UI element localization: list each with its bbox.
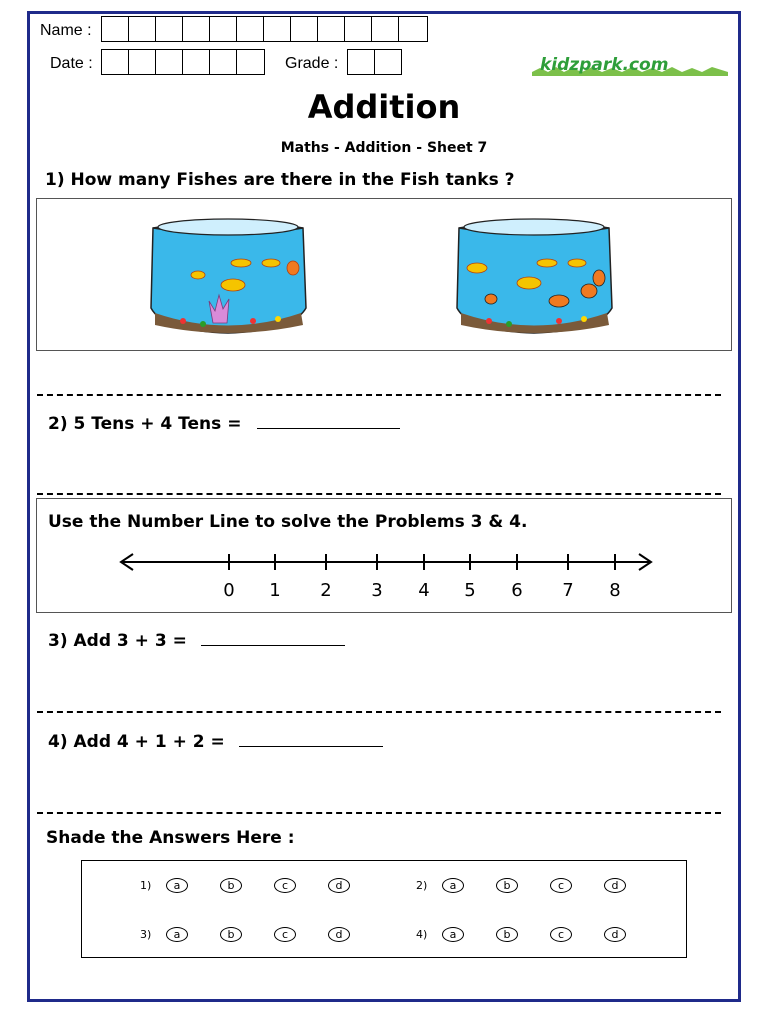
- answer-blank-2[interactable]: [257, 412, 400, 429]
- answer-bubble-c[interactable]: c: [550, 927, 572, 942]
- answer-blank-4[interactable]: [239, 730, 383, 747]
- number-line-panel: [36, 498, 732, 613]
- fish-tank-2-icon: [449, 213, 619, 337]
- question-1: 1) How many Fishes are there in the Fish tanks ?: [45, 170, 515, 190]
- number-line-label: 4: [418, 580, 430, 601]
- fish-tank-1-icon: [143, 213, 313, 337]
- page-subtitle: Maths - Addition - Sheet 7: [280, 140, 488, 156]
- answer-bubble-b[interactable]: b: [220, 927, 242, 942]
- divider: [37, 493, 721, 495]
- answer-bubble-c[interactable]: c: [274, 878, 296, 893]
- answer-bubble-c[interactable]: c: [550, 878, 572, 893]
- answer-bubble-a[interactable]: a: [442, 927, 464, 942]
- answer-question-number: 3): [140, 928, 152, 941]
- question-3-text: 3) Add 3 + 3 =: [48, 631, 187, 651]
- answer-bubble-a[interactable]: a: [166, 878, 188, 893]
- fish-tank-panel: [36, 198, 732, 351]
- answer-bubble-d[interactable]: d: [604, 927, 626, 942]
- divider: [37, 711, 721, 713]
- answers-heading: Shade the Answers Here :: [46, 828, 295, 848]
- answer-question-number: 2): [416, 879, 428, 892]
- question-4: [48, 730, 383, 752]
- answer-bubble-d[interactable]: d: [328, 927, 350, 942]
- question-3: [48, 629, 345, 651]
- number-line-label: 3: [371, 580, 383, 601]
- answer-blank-3[interactable]: [201, 629, 345, 646]
- kidzpark-logo: [530, 50, 730, 78]
- answer-question-number: 1): [140, 879, 152, 892]
- answer-group: [140, 878, 350, 893]
- answer-bubble-a[interactable]: a: [166, 927, 188, 942]
- number-line-label: 2: [320, 580, 332, 601]
- divider: [37, 394, 721, 396]
- number-line-label: 8: [609, 580, 621, 601]
- divider: [37, 812, 721, 814]
- grade-label: Grade :: [285, 55, 339, 72]
- number-line-label: 7: [562, 580, 574, 601]
- number-line-label: 0: [223, 580, 235, 601]
- number-line-heading: Use the Number Line to solve the Problems 3 & 4.: [48, 512, 528, 532]
- answer-bubble-c[interactable]: c: [274, 927, 296, 942]
- answer-bubble-b[interactable]: b: [220, 878, 242, 893]
- svg-text:kidzpark.com: kidzpark.com: [540, 55, 669, 75]
- question-4-text: 4) Add 4 + 1 + 2 =: [48, 732, 225, 752]
- grade-boxes[interactable]: [347, 49, 402, 75]
- date-boxes[interactable]: [101, 49, 265, 75]
- number-line-label: 5: [464, 580, 476, 601]
- question-2-text: 2) 5 Tens + 4 Tens =: [48, 414, 242, 434]
- answer-group: [416, 878, 626, 893]
- number-line-label: 6: [511, 580, 523, 601]
- answer-question-number: 4): [416, 928, 428, 941]
- answer-group: [416, 927, 626, 942]
- answer-sheet: [81, 860, 687, 958]
- answer-bubble-b[interactable]: b: [496, 927, 518, 942]
- number-line-icon: [117, 544, 657, 604]
- name-boxes[interactable]: [101, 16, 428, 42]
- number-line-label: 1: [269, 580, 281, 601]
- answer-bubble-b[interactable]: b: [496, 878, 518, 893]
- answer-group: [140, 927, 350, 942]
- page-title: Addition: [307, 88, 461, 126]
- date-label: Date :: [50, 55, 93, 72]
- answer-bubble-a[interactable]: a: [442, 878, 464, 893]
- question-2: [48, 412, 400, 434]
- name-label: Name :: [40, 22, 92, 39]
- answer-bubble-d[interactable]: d: [328, 878, 350, 893]
- answer-bubble-d[interactable]: d: [604, 878, 626, 893]
